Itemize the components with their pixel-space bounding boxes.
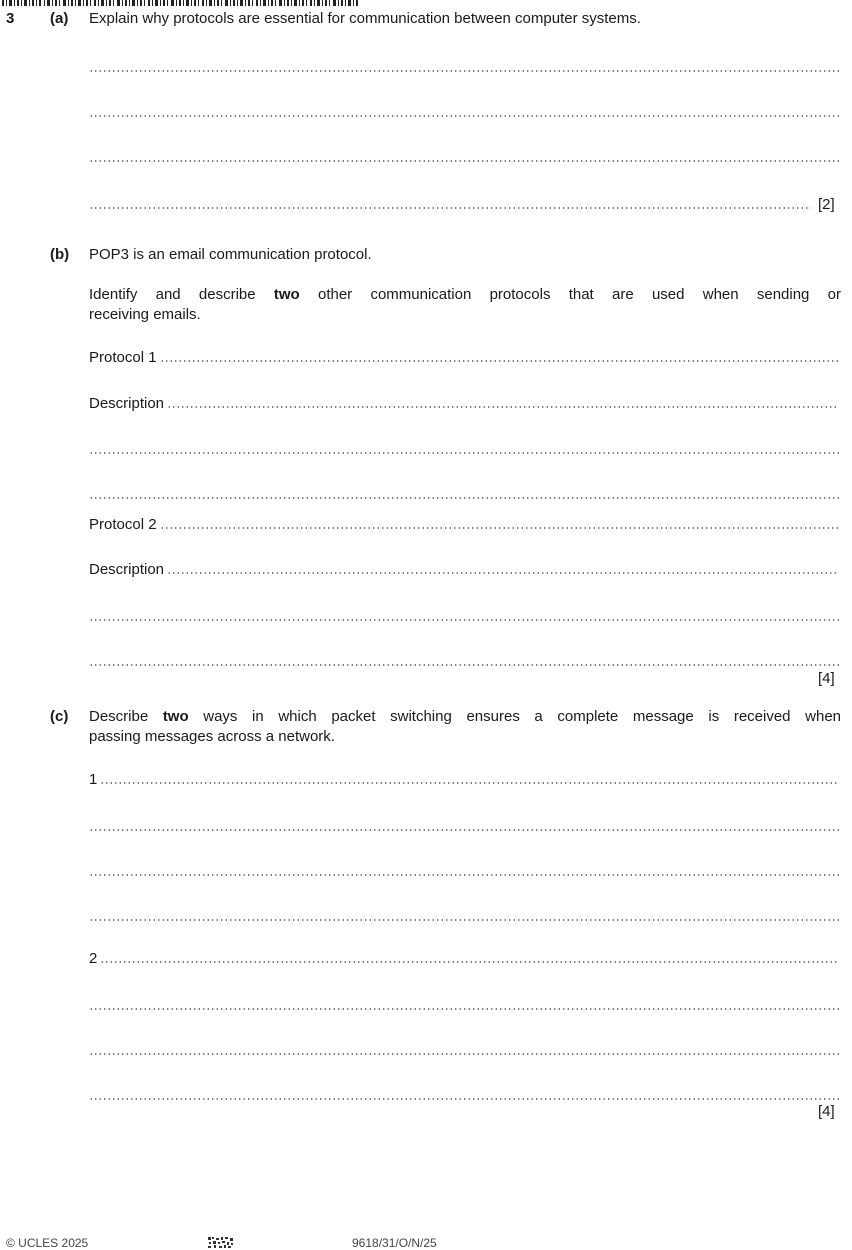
answer-line-b-desc2-2[interactable]: [89, 619, 839, 621]
part-c-text-bold: two: [162, 708, 189, 725]
answer-line-c2-3[interactable]: [89, 1053, 839, 1055]
part-b-instruction-line2: receiving emails.: [89, 306, 201, 323]
part-b-label: (b): [50, 246, 70, 263]
protocol-2-line[interactable]: [89, 513, 839, 533]
part-b-instruction-pre: Identify and describe: [89, 286, 274, 303]
part-c-marks: [4]: [818, 1103, 835, 1120]
description-2-label: Description: [89, 561, 165, 578]
part-b-instruction-line1: [89, 286, 841, 303]
protocol-1-label: Protocol 1: [89, 349, 157, 366]
part-a-label: (a): [50, 10, 69, 27]
part-a-marks: [2]: [818, 196, 835, 213]
part-a-question-text: Explain why protocols are essential for communication between computer systems.: [89, 10, 641, 27]
description-1-line[interactable]: [89, 392, 839, 412]
item-2-line[interactable]: [89, 947, 839, 967]
answer-line-b-desc1-2[interactable]: [89, 452, 839, 454]
answer-line-c2-4[interactable]: [89, 1098, 839, 1100]
part-c-label: (c): [50, 708, 69, 725]
question-number: 3: [6, 10, 15, 27]
part-c-text-line2: passing messages across a network.: [89, 728, 335, 745]
answer-line-b-desc2-3[interactable]: [89, 664, 839, 666]
answer-line-c1-2[interactable]: [89, 829, 839, 831]
protocol-1-line[interactable]: [89, 346, 839, 366]
description-1-label: Description: [89, 395, 165, 412]
item-2-label: 2: [89, 950, 98, 967]
part-b-intro: POP3 is an email communication protocol.: [89, 246, 372, 263]
protocol-2-label: Protocol 2: [89, 516, 157, 533]
part-b-instruction-bold: two: [273, 286, 300, 303]
part-b-marks: [4]: [818, 670, 835, 687]
part-c-text-line1: [89, 708, 841, 725]
part-c-text-pre: Describe: [89, 708, 163, 725]
answer-line-a-3[interactable]: [89, 160, 839, 162]
copyright-text: © UCLES 2025: [6, 1236, 89, 1250]
item-1-label: 1: [89, 771, 98, 788]
answer-line-b-desc1-3[interactable]: [89, 497, 839, 499]
qr-code-icon: [208, 1237, 234, 1248]
answer-line-a-1[interactable]: [89, 70, 839, 72]
barcode-graphic: [0, 0, 360, 6]
answer-line-c2-2[interactable]: [89, 1008, 839, 1010]
answer-line-c1-4[interactable]: [89, 919, 839, 921]
part-b-instruction-post: other communication protocols that are used when sending or: [299, 286, 842, 303]
description-2-line[interactable]: [89, 558, 839, 578]
answer-line-a-4[interactable]: [89, 207, 811, 209]
part-c-text-post: ways in which packet switching ensures a complete message is received when: [188, 708, 841, 725]
answer-line-c1-3[interactable]: [89, 874, 839, 876]
item-1-line[interactable]: [89, 768, 839, 788]
paper-code: 9618/31/O/N/25: [352, 1236, 437, 1250]
answer-line-a-2[interactable]: [89, 115, 839, 117]
